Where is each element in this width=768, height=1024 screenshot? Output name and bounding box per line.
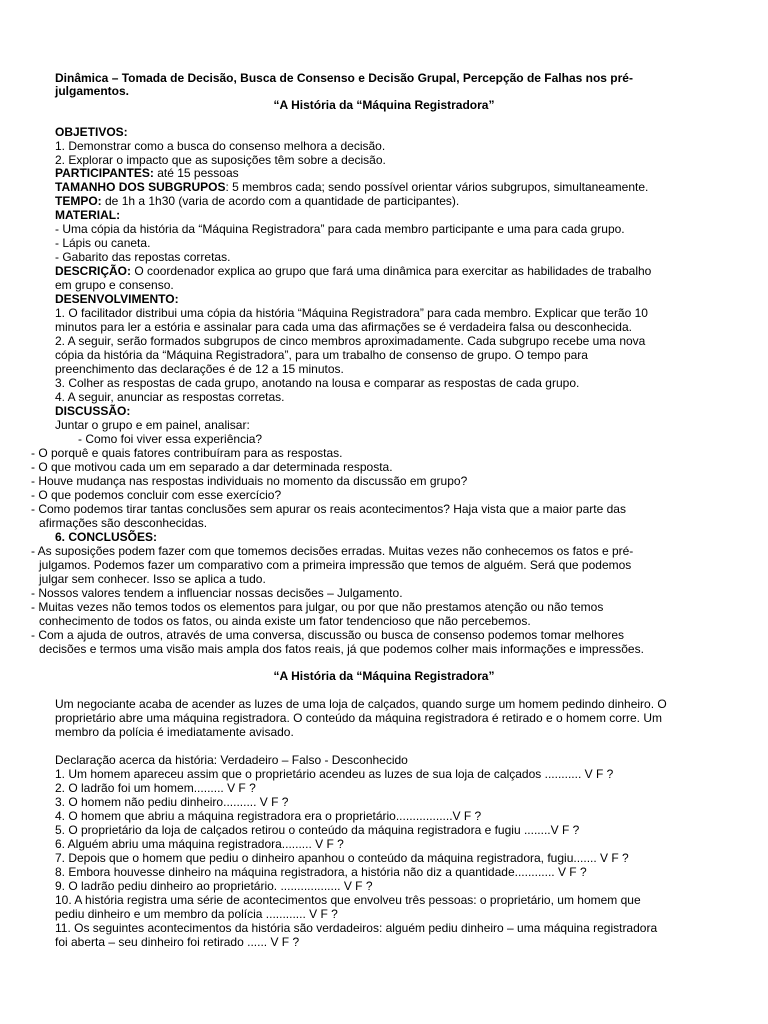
historia-statement: 7. Depois que o homem que pediu o dinheiro apanhou o conteúdo da máquina registradora, fugiu....... V F ? [55,851,629,865]
tempo-label: TEMPO: [55,194,102,208]
document-subtitle: “A História da “Máquina Registradora” [273,98,495,112]
desenvolvimento-line: 2. A seguir, serão formados subgrupos de cinco membros aproximadamente. Cada subgrupo recebe uma nova [55,334,646,348]
historia-paragraph-line: membro da polícia é imediatamente avisado. [55,725,294,739]
historia-paragraph-line: Um negociante acaba de acender as luzes de uma loja de calçados, quando surge um homem pedindo dinheiro. O [55,697,667,711]
historia-statement: 1. Um homem apareceu assim que o proprietário acendeu as luzes de sua loja de calçados ........... V F ? [55,767,614,781]
conclusoes-line: conhecimento de todos os fatos, ou ainda existe um fator tendencioso que não percebemos. [39,614,531,628]
participantes-label: PARTICIPANTES: [55,166,154,180]
descricao-text: O coordenador explica ao grupo que fará uma dinâmica para exercitar as habilidades de trabalho [131,264,652,278]
discussao-line: - O que motivou cada um em separado a dar determinada resposta. [31,460,393,474]
material-item: - Lápis ou caneta. [55,236,151,250]
conclusoes-line: decisões e termos uma visão mais ampla dos fatos reais, já que podemos colher mais informações e impressões. [39,642,644,656]
objetivos-item: 1. Demonstrar como a busca do consenso melhora a decisão. [55,139,386,153]
desenvolvimento-line: cópia da história da “Máquina Registradora”, para um trabalho de consenso de grupo. O tempo para [55,348,588,362]
tamanho-value: : 5 membros cada; sendo possível orientar vários subgrupos, simultaneamente. [225,180,649,194]
historia-statement: 8. Embora houvesse dinheiro na máquina registradora, a história não diz a quantidade............ V F ? [55,865,587,879]
conclusoes-line: julgamos. Podemos fazer um comparativo com a primeira impressão que temos de alguém. Será que podemos [39,558,632,572]
material-item: - Uma cópia da história da “Máquina Registradora” para cada membro participante e uma para cada grupo. [55,222,625,236]
discussao-line: - O que podemos concluir com esse exercício? [31,488,282,502]
conclusoes-line: - Muitas vezes não temos todos os elementos para julgar, ou por que não prestamos atenção ou não temos [31,600,604,614]
conclusoes-line: - Nossos valores tendem a influenciar nossas decisões – Julgamento. [31,586,403,600]
desenvolvimento-line: preenchimento das declarações é de 12 a 15 minutos. [55,362,344,376]
document-title-line-1: Dinâmica – Tomada de Decisão, Busca de Consenso e Decisão Grupal, Percepção de Falhas nos pré- [55,71,633,85]
tempo-value: de 1h a 1h30 (varia de acordo com a quantidade de participantes). [101,194,460,208]
descricao-label: DESCRIÇÃO: [55,264,132,278]
historia-statement: pediu dinheiro e um membro da polícia ............ V F ? [55,907,338,921]
historia-statement: 11. Os seguintes acontecimentos da história são verdadeiros: alguém pediu dinheiro – uma máquina registradora [55,921,658,935]
historia-statement: 4. O homem que abriu a máquina registradora era o proprietário.................V F ? [55,809,482,823]
historia-statement: 3. O homem não pediu dinheiro.......... V F ? [55,795,289,809]
tempo-line [55,194,459,208]
objetivos-item: 2. Explorar o impacto que as suposições têm sobre a decisão. [55,153,386,167]
material-item: - Gabarito das repostas corretas. [55,250,231,264]
conclusoes-line: - As suposições podem fazer com que tomemos decisões erradas. Muitas vezes não conhecemos os fatos e pré- [31,544,634,558]
discussao-line: - Houve mudança nas respostas individuais no momento da discussão em grupo? [31,474,468,488]
discussao-sub: - Como foi viver essa experiência? [78,432,263,446]
discussao-intro: Juntar o grupo e em painel, analisar: [55,418,250,432]
conclusoes-line: - Com a ajuda de outros, através de uma conversa, discussão ou busca de consenso podemos tomar melhores [31,628,624,642]
historia-statement: 6. Alguém abriu uma máquina registradora......... V F ? [55,837,344,851]
historia-statement: foi aberta – seu dinheiro foi retirado ...... V F ? [55,935,300,949]
historia-declaracao: Declaração acerca da história: Verdadeiro – Falso - Desconhecido [55,753,408,767]
discussao-heading: DISCUSSÃO: [55,404,131,418]
desenvolvimento-line: 3. Colher as respostas de cada grupo, anotando na lousa e comparar as respostas de cada grupo. [55,376,580,390]
participantes-value: até 15 pessoas [153,166,239,180]
descricao-line-2: em grupo e consenso. [55,278,174,292]
conclusoes-heading: 6. CONCLUSÕES: [55,530,158,544]
discussao-line: afirmações são desconhecidas. [39,516,208,530]
objetivos-heading: OBJETIVOS: [55,125,128,139]
desenvolvimento-line: 4. A seguir, anunciar as respostas corretas. [55,390,285,404]
historia-title: “A História da “Máquina Registradora” [273,669,495,683]
historia-statement: 10. A história registra uma série de acontecimentos que envolveu três pessoas: o proprietário, um homem que [55,893,641,907]
descricao-line-1 [55,264,651,278]
historia-statement: 2. O ladrão foi um homem......... V F ? [55,781,256,795]
historia-statement: 5. O proprietário da loja de calçados retirou o conteúdo da máquina registradora e fugiu ........V F ? [55,823,580,837]
historia-paragraph-line: proprietário abre uma máquina registradora. O conteúdo da máquina registradora é retirado e o homem corre. Um [55,711,662,725]
conclusoes-line: julgar sem conhecer. Isso se aplica a tudo. [39,572,266,586]
document-title-line-2: julgamentos. [55,84,130,98]
discussao-line: - O porquê e quais fatores contribuíram para as respostas. [31,446,343,460]
desenvolvimento-heading: DESENVOLVIMENTO: [55,292,179,306]
tamanho-label: TAMANHO DOS SUBGRUPOS [55,180,226,194]
desenvolvimento-line: 1. O facilitador distribui uma cópia da história “Máquina Registradora” para cada membro. Explicar que terão 10 [55,306,648,320]
participantes-line [55,166,239,180]
desenvolvimento-line: minutos para ler a estória e assinalar para cada uma das afirmações se é verdadeira falsa ou desconhecida. [55,320,632,334]
discussao-line: - Como podemos tirar tantas conclusões sem apurar os reais acontecimentos? Haja vista que a maior parte das [31,502,626,516]
tamanho-line [55,180,648,194]
material-heading: MATERIAL: [55,208,121,222]
historia-statement: 9. O ladrão pediu dinheiro ao proprietário. .................. V F ? [55,879,373,893]
